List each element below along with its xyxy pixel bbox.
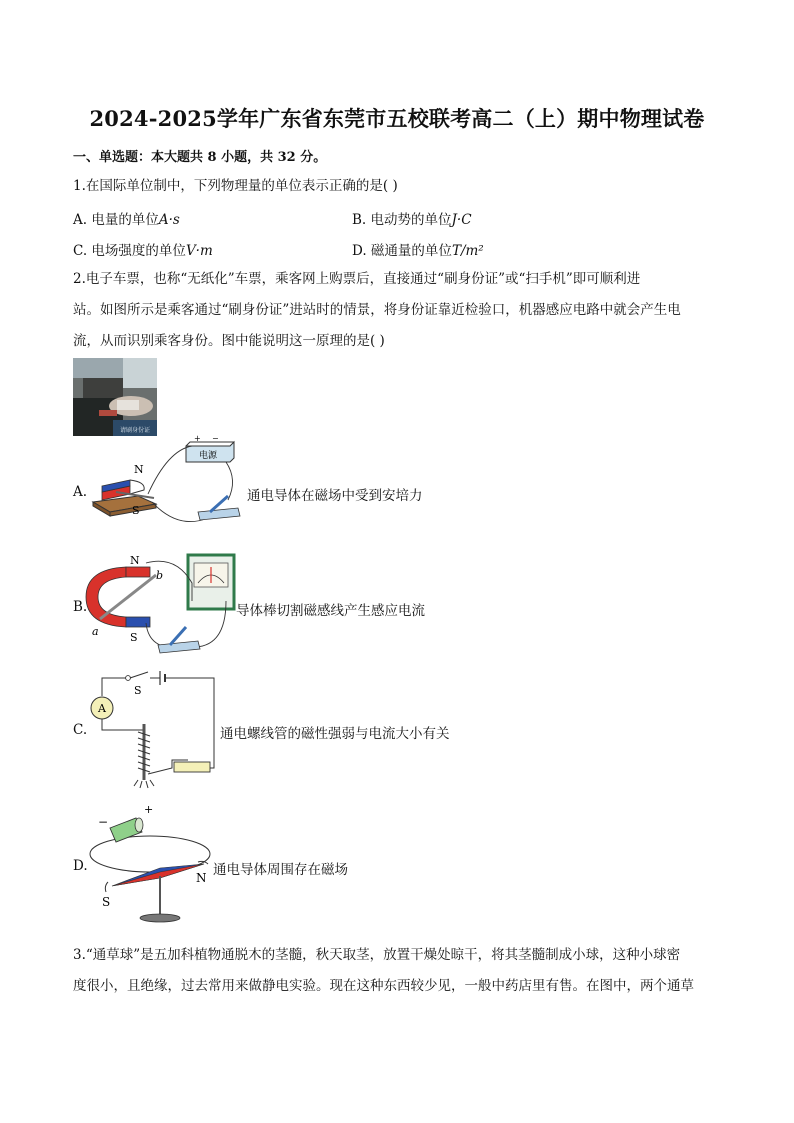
q1-option-b-label: B. 电动势的单位 (352, 212, 452, 228)
option-b-label-b: b (156, 569, 164, 582)
option-d-diagram (88, 798, 214, 928)
q1-option-a-unit: A·s (158, 212, 180, 228)
q1-option-b-unit: J·C (451, 212, 472, 228)
page-title: 2024-2025学年广东省东莞市五校联考高二（上）期中物理试卷 (89, 106, 705, 131)
q2-option-b-letter: B. (73, 599, 88, 615)
option-b-label-s: S (130, 631, 138, 644)
section-heading: 一、单选题：本大题共 8 小题，共 32 分。 (73, 150, 327, 165)
option-a-diagram (88, 434, 248, 530)
option-b-diagram (86, 553, 236, 660)
q3-line-2: 度很小，且绝缘，过去常用来做静电实验。现在这种东西较少见，一般中药店里有售。在图中，两个通草 (73, 978, 694, 994)
q2-option-d-letter: D. (73, 858, 88, 874)
q2-option-b-caption: 导体棒切割磁感线产生感应电流 (236, 603, 425, 619)
q2-line-3: 流，从而识别乘客身份。图中能说明这一原理的是( ) (73, 333, 385, 349)
option-d-label-plus: + (144, 803, 154, 816)
q3-line-1: 3.“通草球”是五加科植物通脱木的茎髓，秋天取茎，放置干燥处晾干，将其茎髓制成小球，这种小球密 (73, 947, 681, 963)
q1-option-d-unit: T/m² (451, 243, 484, 259)
q2-option-d-caption: 通电导体周围存在磁场 (213, 862, 348, 878)
q1-option-c-unit: V·m (185, 243, 213, 259)
option-b-label-a: a (92, 625, 99, 638)
q2-option-a-letter: A. (73, 484, 88, 500)
option-d-label-n: N (196, 871, 207, 885)
option-c-label-s: S (134, 684, 142, 697)
q2-line-2: 站。如图所示是乘客通过“刷身份证”进站时的情景，将身份证靠近检验口，机器感应电路中就会产生电 (73, 302, 681, 318)
photo-sign: 请刷身份证 (119, 427, 151, 434)
q1-option-c-label: C. 电场强度的单位 (73, 243, 186, 259)
q1-stem: 1.在国际单位制中，下列物理量的单位表示正确的是( ) (73, 178, 398, 194)
option-a-label-n: N (134, 463, 144, 476)
option-a-label-s: S (132, 504, 140, 517)
q1-option-a (73, 208, 180, 228)
option-d-label-minus: − (98, 815, 109, 829)
q2-option-a-caption: 通电导体在磁场中受到安培力 (247, 488, 423, 504)
q1-option-d-label: D. 磁通量的单位 (352, 243, 452, 259)
q2-line-1: 2.电子车票，也称“无纸化”车票，乘客网上购票后，直接通过“刷身份证”或“扫手机”即可顺利进 (73, 271, 641, 287)
q2-option-c-letter: C. (73, 722, 88, 738)
option-d-label-s: S (102, 895, 111, 909)
power-minus: − (212, 434, 219, 443)
q1-option-a-label: A. 电量的单位 (73, 212, 159, 228)
power-source-label: 电源 (198, 451, 218, 461)
option-b-label-n: N (130, 554, 140, 567)
option-c-diagram (88, 668, 220, 790)
power-plus: + (194, 434, 201, 443)
q2-option-c-caption: 通电螺线管的磁性强弱与电流大小有关 (220, 726, 450, 742)
id-scan-photo (73, 358, 157, 436)
q1-option-b (352, 208, 472, 228)
option-c-label-a: A (98, 702, 106, 715)
q1-option-c (73, 239, 213, 259)
q1-option-d (352, 239, 484, 259)
